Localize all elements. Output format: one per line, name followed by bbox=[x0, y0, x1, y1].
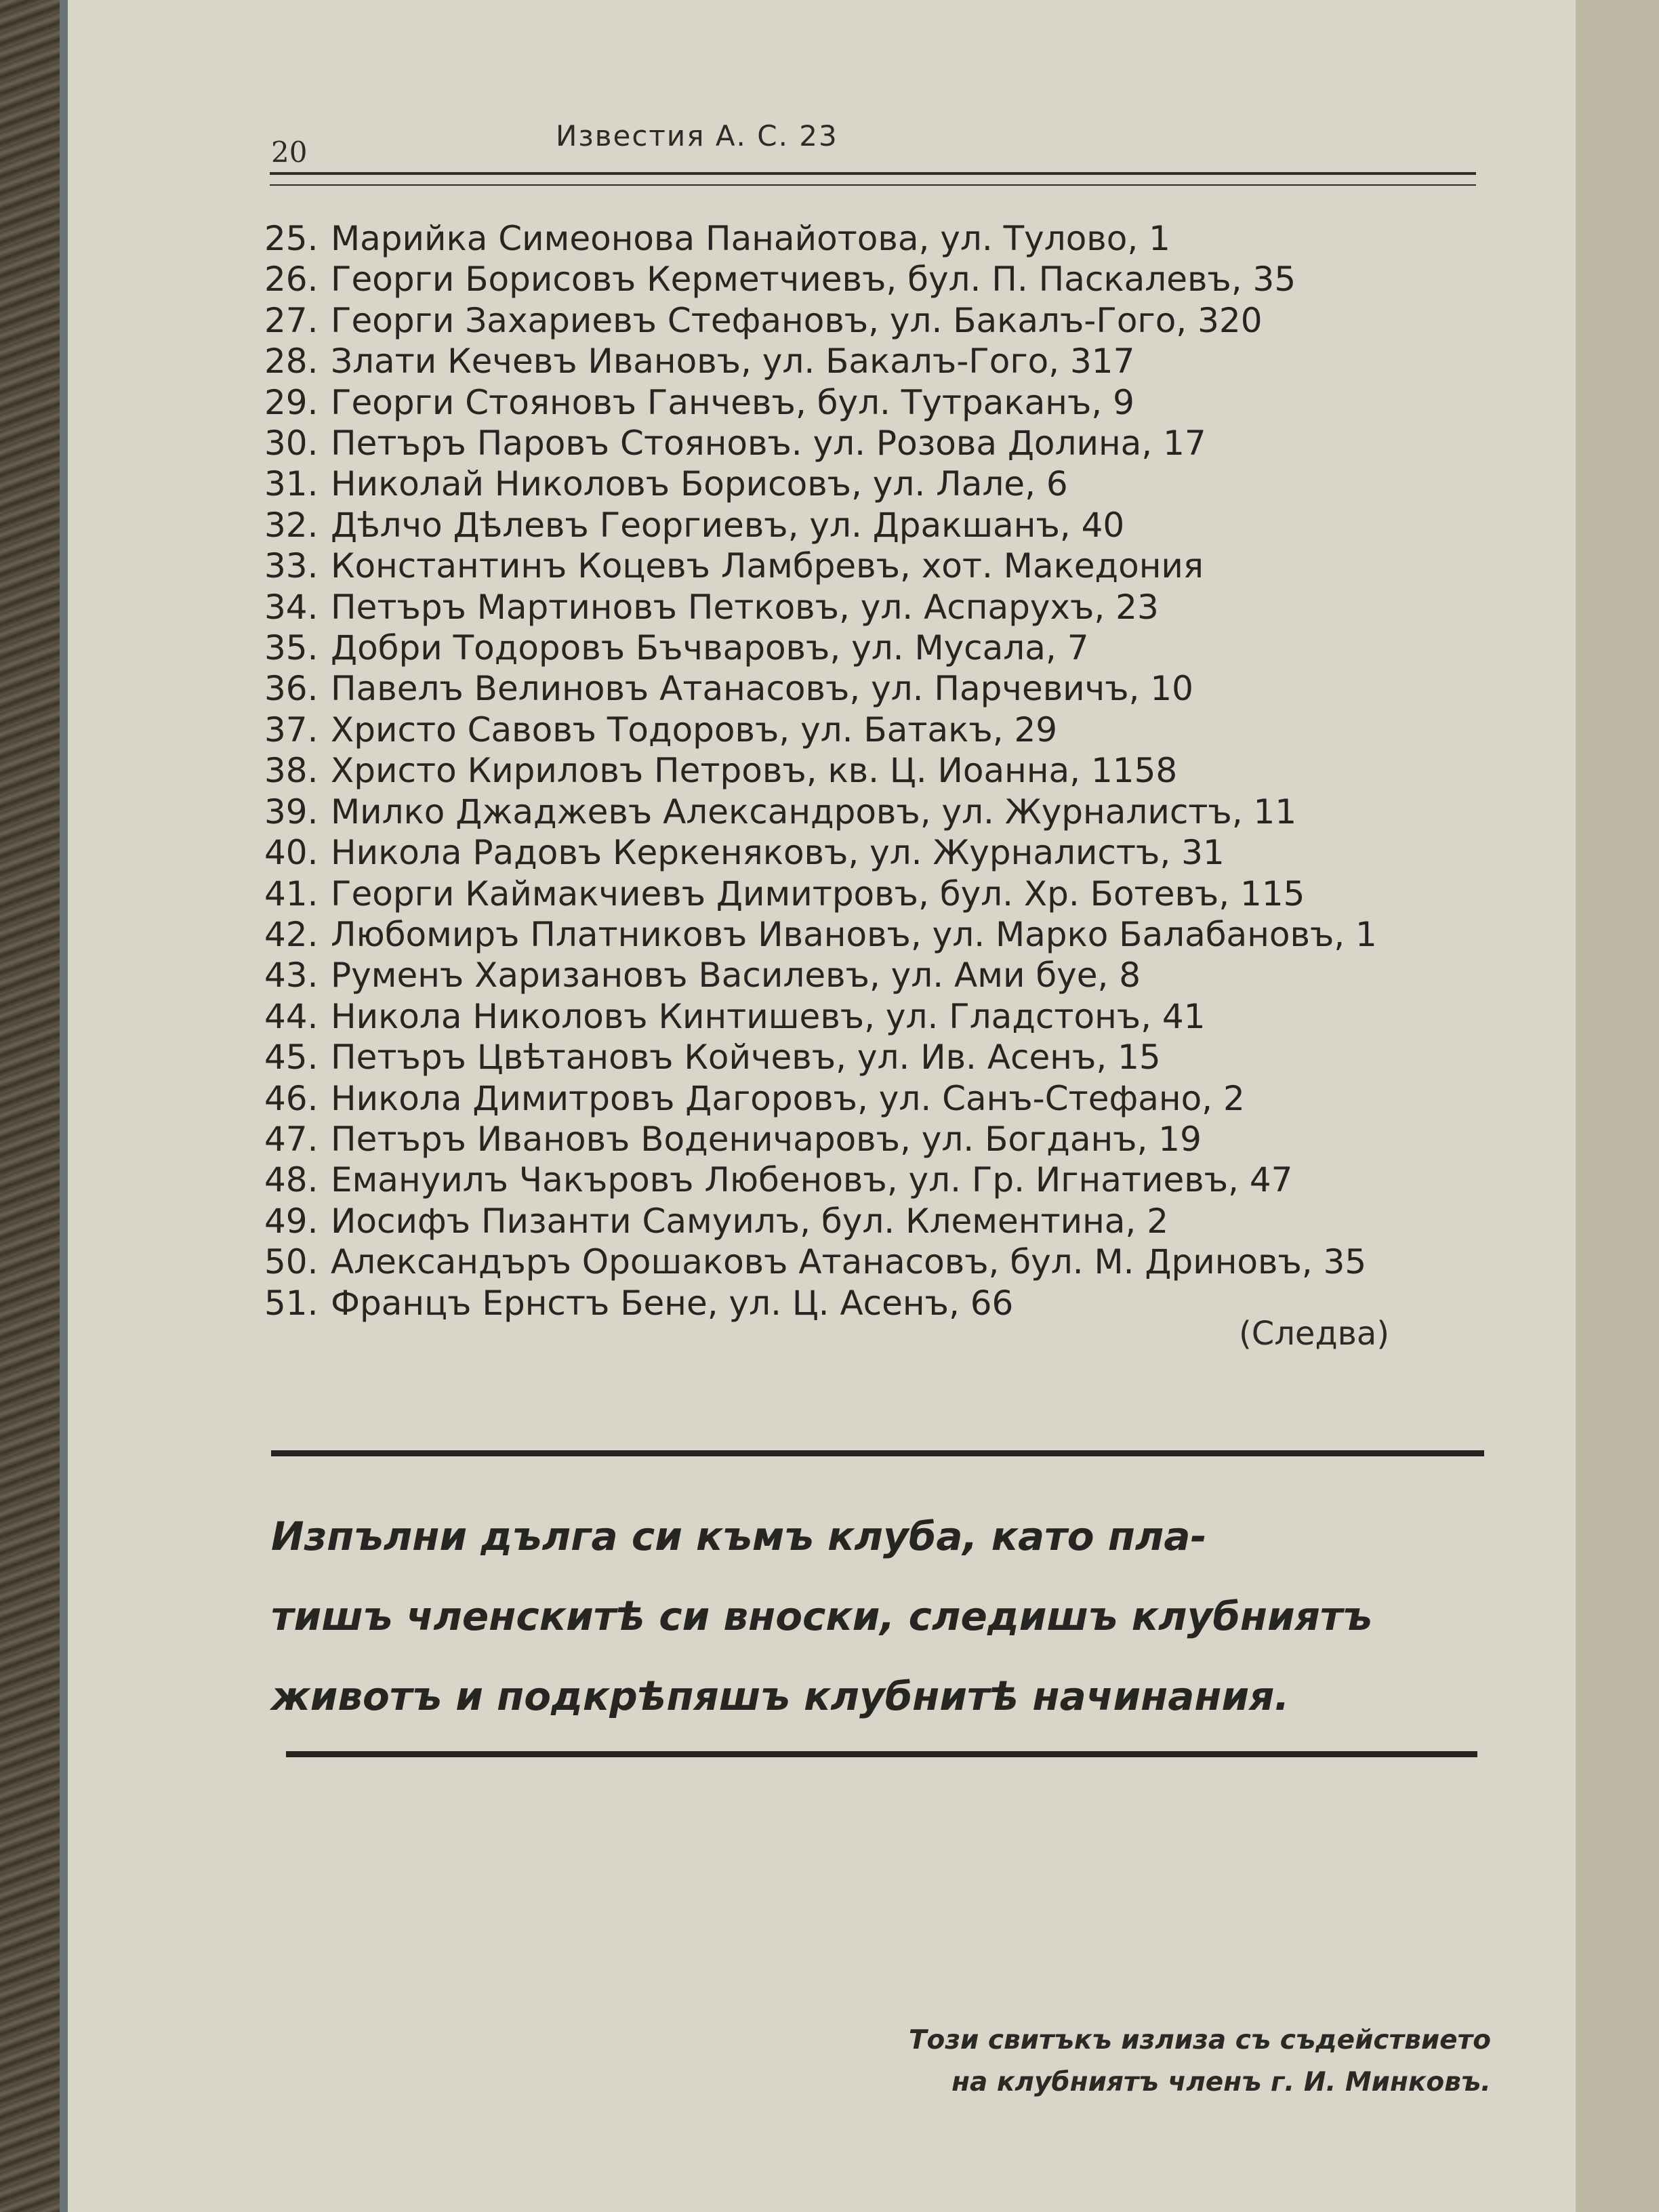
member-entry: Константинъ Коцевъ Ламбревъ, хот. Македония bbox=[331, 546, 1204, 586]
list-item bbox=[264, 300, 1525, 341]
member-entry: Марийка Симеонова Панайотова, ул. Тулово, 1 bbox=[331, 219, 1170, 258]
list-item bbox=[264, 750, 1525, 791]
member-number: 48. bbox=[264, 1160, 319, 1200]
member-number: 26. bbox=[264, 260, 319, 300]
credit-line: Този свитъкъ излиза съ съдействието bbox=[908, 2025, 1491, 2055]
list-item bbox=[264, 423, 1525, 464]
list-item bbox=[264, 955, 1525, 996]
list-item bbox=[264, 792, 1525, 832]
appeal-line: животъ и подкрѣпяшъ клубнитѣ начинания. bbox=[271, 1673, 1290, 1719]
member-number: 37. bbox=[264, 710, 319, 750]
list-item bbox=[264, 874, 1525, 914]
page-number: 20 bbox=[271, 136, 308, 169]
appeal-text bbox=[271, 1496, 1484, 1736]
member-number: 25. bbox=[264, 219, 319, 258]
list-item bbox=[264, 464, 1525, 504]
member-entry: Александъръ Орошаковъ Атанасовъ, бул. М. Дриновъ, 35 bbox=[331, 1242, 1367, 1282]
member-number: 30. bbox=[264, 424, 319, 464]
member-number: 28. bbox=[264, 342, 319, 382]
member-entry: Петъръ Ивановъ Воденичаровъ, ул. Богданъ, 19 bbox=[331, 1119, 1202, 1159]
appeal-line: Изпълни дълга си къмъ клуба, като пла- bbox=[271, 1513, 1207, 1559]
member-number: 40. bbox=[264, 833, 319, 873]
list-item bbox=[264, 341, 1525, 382]
member-entry: Петъръ Мартиновъ Петковъ, ул. Аспарухъ, 23 bbox=[331, 587, 1159, 627]
member-entry: Никола Радовъ Керкеняковъ, ул. Журналистъ, 31 bbox=[331, 833, 1225, 873]
member-entry: Христо Савовъ Тодоровъ, ул. Батакъ, 29 bbox=[331, 710, 1058, 750]
member-entry: Георги Каймакчиевъ Димитровъ, бул. Хр. Ботевъ, 115 bbox=[331, 874, 1305, 914]
member-number: 43. bbox=[264, 956, 319, 996]
member-number: 35. bbox=[264, 628, 319, 668]
appeal-top-rule bbox=[271, 1450, 1484, 1456]
member-entry: Георги Стояновъ Ганчевъ, бул. Тутраканъ, 9 bbox=[331, 382, 1134, 422]
member-number: 45. bbox=[264, 1038, 319, 1078]
member-number: 38. bbox=[264, 751, 319, 791]
member-number: 50. bbox=[264, 1242, 319, 1282]
credit-note bbox=[752, 2020, 1491, 2104]
member-list bbox=[264, 218, 1525, 1324]
list-item bbox=[264, 710, 1525, 750]
list-item bbox=[264, 1201, 1525, 1242]
member-number: 49. bbox=[264, 1201, 319, 1241]
member-entry: Добри Тодоровъ Бъчваровъ, ул. Мусала, 7 bbox=[331, 628, 1089, 668]
member-entry: Николай Николовъ Борисовъ, ул. Лале, 6 bbox=[331, 464, 1068, 504]
member-entry: Руменъ Харизановъ Василевъ, ул. Ами буе, 8 bbox=[331, 956, 1141, 996]
member-entry: Петъръ Паровъ Стояновъ. ул. Розова Долина, 17 bbox=[331, 424, 1206, 464]
list-item bbox=[264, 1242, 1525, 1282]
member-entry: Злати Кечевъ Ивановъ, ул. Бакалъ-Гого, 317 bbox=[331, 342, 1135, 382]
document-page bbox=[68, 0, 1576, 2212]
appeal-line: тишъ членскитѣ си вноски, следишъ клубниятъ bbox=[271, 1593, 1373, 1639]
member-number: 33. bbox=[264, 546, 319, 586]
member-number: 31. bbox=[264, 464, 319, 504]
member-number: 44. bbox=[264, 996, 319, 1036]
member-number: 36. bbox=[264, 669, 319, 709]
member-number: 51. bbox=[264, 1283, 319, 1323]
member-number: 32. bbox=[264, 505, 319, 545]
credit-line: на клубниятъ членъ г. И. Минковъ. bbox=[951, 2067, 1491, 2097]
list-item bbox=[264, 546, 1525, 586]
member-entry: Никола Димитровъ Дагоровъ, ул. Санъ-Стефано, 2 bbox=[331, 1078, 1245, 1118]
book-spine bbox=[0, 0, 62, 2212]
member-number: 27. bbox=[264, 300, 319, 340]
member-number: 47. bbox=[264, 1119, 319, 1159]
member-entry: Павелъ Велиновъ Атанасовъ, ул. Парчевичъ, 10 bbox=[331, 669, 1193, 709]
member-entry: Любомиръ Платниковъ Ивановъ, ул. Марко Балабановъ, 1 bbox=[331, 914, 1377, 954]
list-item bbox=[264, 505, 1525, 546]
list-item bbox=[264, 996, 1525, 1037]
continued-note: (Следва) bbox=[1239, 1315, 1390, 1353]
member-entry: Георги Захариевъ Стефановъ, ул. Бакалъ-Гого, 320 bbox=[331, 300, 1263, 340]
member-entry: Петъръ Цвѣтановъ Койчевъ, ул. Ив. Асенъ, 15 bbox=[331, 1038, 1161, 1078]
list-item bbox=[264, 1119, 1525, 1160]
list-item bbox=[264, 914, 1525, 955]
list-item bbox=[264, 1078, 1525, 1119]
member-number: 39. bbox=[264, 792, 319, 832]
header-double-rule bbox=[270, 172, 1476, 186]
member-number: 34. bbox=[264, 587, 319, 627]
member-number: 41. bbox=[264, 874, 319, 914]
list-item bbox=[264, 1037, 1525, 1078]
member-entry: Иосифъ Пизанти Самуилъ, бул. Клементина, 2 bbox=[331, 1201, 1169, 1241]
member-entry: Францъ Ернстъ Бене, ул. Ц. Асенъ, 66 bbox=[331, 1283, 1014, 1323]
member-entry: Милко Джаджевъ Александровъ, ул. Журналистъ, 11 bbox=[331, 792, 1297, 832]
member-number: 42. bbox=[264, 914, 319, 954]
list-item bbox=[264, 259, 1525, 300]
member-number: 46. bbox=[264, 1078, 319, 1118]
running-title: Известия А. С. 23 bbox=[556, 119, 838, 152]
list-item bbox=[264, 668, 1525, 709]
list-item bbox=[264, 628, 1525, 668]
appeal-bottom-rule bbox=[286, 1751, 1477, 1757]
member-entry: Георги Борисовъ Керметчиевъ, бул. П. Паскалевъ, 35 bbox=[331, 260, 1296, 300]
list-item bbox=[264, 382, 1525, 423]
member-entry: Никола Николовъ Кинтишевъ, ул. Гладстонъ, 41 bbox=[331, 996, 1206, 1036]
member-entry: Дѣлчо Дѣлевъ Георгиевъ, ул. Дракшанъ, 40 bbox=[331, 505, 1125, 545]
list-item bbox=[264, 218, 1525, 259]
member-entry: Христо Кириловъ Петровъ, кв. Ц. Иоанна, 1158 bbox=[331, 751, 1178, 791]
member-entry: Емануилъ Чакъровъ Любеновъ, ул. Гр. Игнатиевъ, 47 bbox=[331, 1160, 1293, 1200]
member-number: 29. bbox=[264, 382, 319, 422]
list-item bbox=[264, 587, 1525, 628]
list-item bbox=[264, 1160, 1525, 1200]
list-item bbox=[264, 832, 1525, 873]
